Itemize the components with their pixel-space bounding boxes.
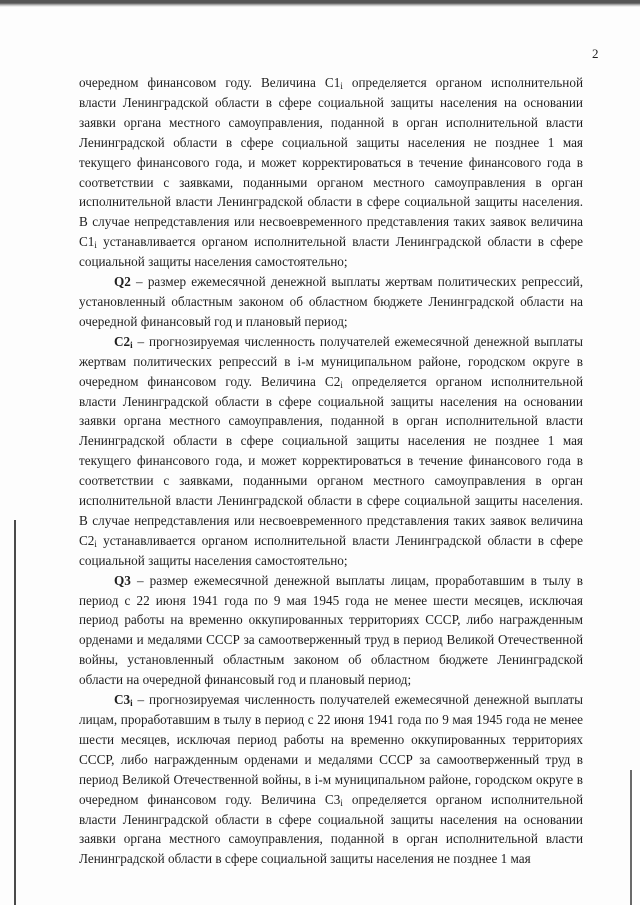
scan-edge-left bbox=[14, 520, 16, 905]
paragraph-c2: $С2_i$ – прогнозируемая численность получателей ежемесячной денежной выплаты жертвам политических репрессий в i-м муниципальном районе, городском округе в очередном финансовом году. Величина $С2_i$ определяется органом исполнительной власти Ленинградской области в сфере социальной защиты населения на основании заявки органа местного самоуправления, поданной в орган исполнительной власти Ленинградской области в сфере социальной защиты населения не позднее 1 мая текущего финансового года, и может корректироваться в течение финансового года в соответствии с заявками, поданными органом местного самоуправления в орган исполнительной власти Ленинградской области в сфере социальной защиты населения. В случае непредставления или несвоевременного представления таких заявок величина $С2_i$ устанавливается органом исполнительной власти Ленинградской области в сфере социальной защиты населения самостоятельно; bbox=[79, 333, 584, 568]
paragraph-q3: Q3 – размер ежемесячной денежной выплаты лицам, проработавшим в тылу в период с 22 июня 1941 года по 9 мая 1945 года не менее шести месяцев, исключая период работы на временно оккупированных территориях СССР, либо награжденным орденами и медалями СССР за самоотверженный труд в период Великой Отечественной войны, установленный областным законом об областном бюджете Ленинградской области на очередной финансовый год и плановый период; bbox=[79, 572, 584, 688]
term-q3: Q3 bbox=[114, 572, 131, 588]
term-c3: $С3_i$ bbox=[114, 692, 133, 709]
paragraph-c3: $С3_i$ – прогнозируемая численность получателей ежемесячной денежной выплаты лицам, проработавшим в тылу в период с 22 июня 1941 года по 9 мая 1945 года не менее шести месяцев, исключая период работы на временно оккупированных территориях СССР, либо награжденным орденами и медалями СССР за самоотверженный труд в период Великой Отечественной войны, в i-м муниципальном районе, городском округе в очередном финансовом году. Величина $С3_i$ определяется органом исполнительной власти Ленинградской области в сфере социальной защиты населения на основании заявки органа местного самоуправления, поданной в орган исполнительной власти Ленинградской области в сфере социальной защиты населения не позднее 1 мая bbox=[79, 692, 584, 867]
scan-border-top bbox=[0, 0, 640, 7]
term-q2: Q2 bbox=[114, 274, 131, 290]
page-number: 2 bbox=[592, 46, 599, 61]
scan-edge-right bbox=[630, 770, 632, 905]
document-body bbox=[79, 73, 583, 869]
paragraph-q2: Q2 – размер ежемесячной денежной выплаты жертвам политических репрессий, установленный областным законом об областном бюджете Ленинградской области на очередной финансовый год и плановый период; bbox=[79, 274, 584, 329]
paragraph-c1-continuation: очередном финансовом году. Величина $С1_i$ определяется органом исполнительной власти Ленинградской области в сфере социальной защиты населения на основании заявки органа местного самоуправления, поданной в орган исполнительной власти Ленинградской области в сфере социальной защиты населения не позднее 1 мая текущего финансового года, и может корректироваться в течение финансового года в соответствии с заявками, поданными органом местного самоуправления в орган исполнительной власти Ленинградской области в сфере социальной защиты населения. В случае непредставления или несвоевременного представления таких заявок величина $С1_i$ устанавливается органом исполнительной власти Ленинградской области в сфере социальной защиты населения самостоятельно; bbox=[79, 75, 583, 270]
term-c2: $С2_i$ bbox=[114, 333, 133, 350]
